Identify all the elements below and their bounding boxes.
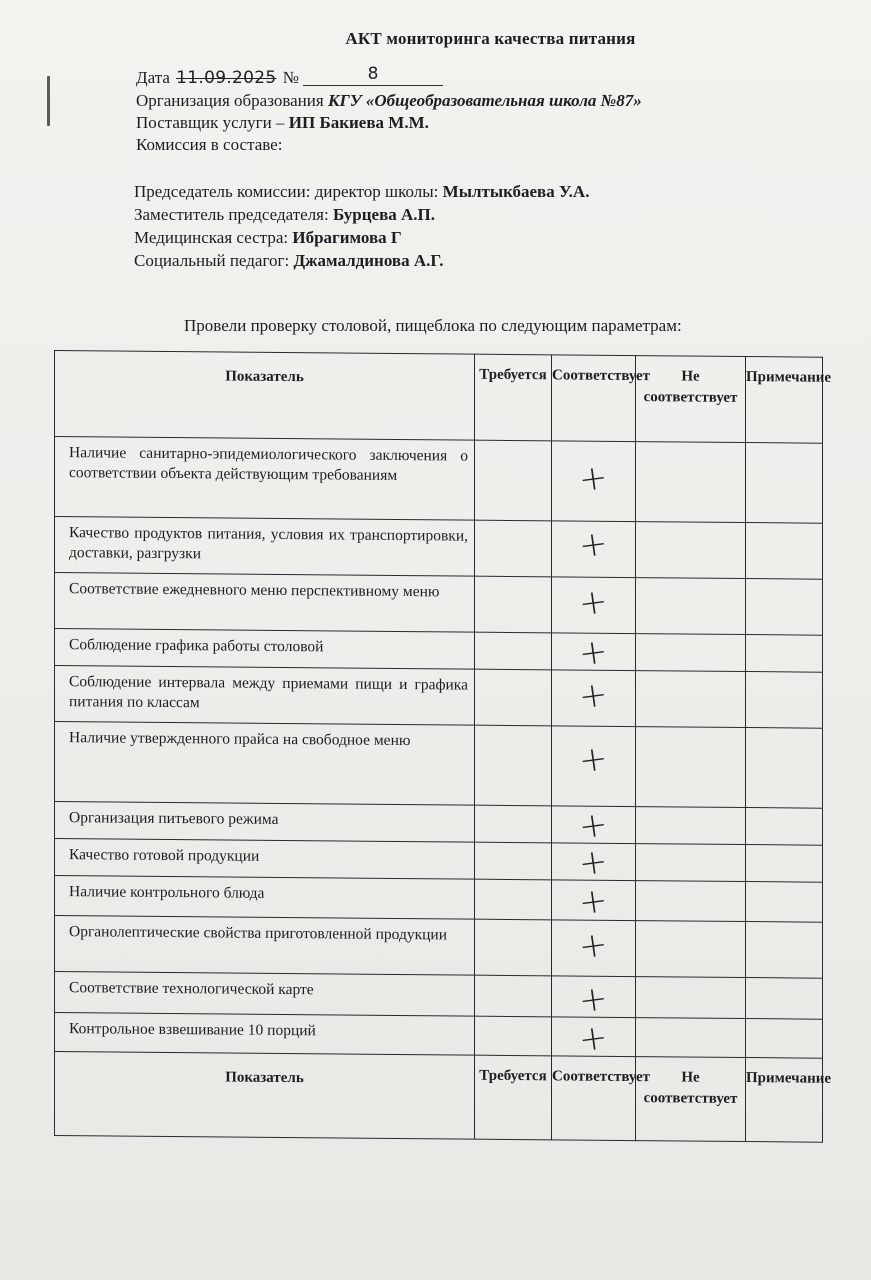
noncompliant-cell — [636, 671, 746, 728]
note-cell — [746, 922, 823, 979]
footer-header-indicator: Показатель — [55, 1052, 475, 1140]
noncompliant-cell — [636, 1018, 746, 1058]
indicator-cell: Качество готовой продукции — [55, 839, 475, 880]
table-row — [55, 573, 823, 636]
plus-mark: + — [576, 457, 611, 501]
member-name: Джамалдинова А.Г. — [293, 251, 444, 270]
header-compliant: Соответствует — [552, 355, 636, 442]
plus-mark: + — [576, 631, 611, 675]
table-row — [55, 1013, 823, 1059]
plus-mark: + — [576, 841, 611, 885]
compliant-cell — [552, 441, 636, 522]
header-indicator: Показатель — [55, 351, 475, 441]
member-role: Председатель комиссии: директор школы: — [134, 182, 443, 201]
plus-mark: + — [576, 880, 611, 924]
committee-list — [134, 180, 589, 272]
footer-header-note: Примечание — [746, 1058, 823, 1143]
document-title-text: АКТ мониторинга качества питания — [345, 29, 636, 48]
table-row — [55, 876, 823, 923]
date-label: Дата — [136, 68, 170, 87]
intro-text: Провели проверку столовой, пищеблока по следующим параметрам: — [184, 316, 682, 335]
supplier-label: Поставщик услуги – — [136, 113, 289, 132]
table-row — [55, 517, 823, 580]
noncompliant-cell — [636, 844, 746, 882]
compliant-cell — [552, 577, 636, 634]
org-label: Организация образования — [136, 91, 328, 110]
note-cell — [746, 1019, 823, 1059]
plus-mark: + — [576, 978, 611, 1022]
required-cell — [475, 632, 552, 670]
document-title — [0, 29, 871, 49]
table-row — [55, 972, 823, 1020]
plus-mark: + — [576, 804, 611, 848]
note-cell — [746, 882, 823, 923]
noncompliant-cell — [636, 727, 746, 808]
compliant-cell — [552, 726, 636, 807]
note-cell — [746, 728, 823, 809]
required-cell — [475, 879, 552, 920]
note-cell — [746, 808, 823, 846]
table-row — [55, 666, 823, 729]
header-note: Примечание — [746, 357, 823, 444]
required-cell — [475, 1016, 552, 1056]
note-cell — [746, 845, 823, 883]
indicator-cell: Организация питьевого режима — [55, 802, 475, 843]
committee-member — [134, 180, 589, 203]
footer-header-compliant: Соответствует — [552, 1056, 636, 1141]
noncompliant-cell — [636, 442, 746, 523]
note-cell — [746, 635, 823, 673]
required-cell — [475, 440, 552, 521]
supplier-value: ИП Бакиева М.М. — [288, 113, 429, 132]
table-row — [55, 437, 823, 524]
plus-mark: + — [576, 523, 611, 567]
plus-mark: + — [576, 581, 611, 625]
number-value: 8 — [303, 63, 443, 86]
compliant-cell — [552, 670, 636, 727]
document-header — [136, 64, 642, 156]
org-line — [136, 90, 642, 112]
indicator-cell: Органолептические свойства приготовленной продукции — [55, 916, 475, 976]
date-value: 11.09.2025 — [176, 68, 277, 88]
member-role: Заместитель председателя: — [134, 205, 333, 224]
indicator-cell: Качество продуктов питания, условия их транспортировки, доставки, разгрузки — [55, 517, 475, 577]
noncompliant-cell — [636, 578, 746, 635]
noncompliant-cell — [636, 977, 746, 1019]
commission-label: Комиссия в составе: — [136, 135, 283, 154]
indicator-cell: Контрольное взвешивание 10 порций — [55, 1013, 475, 1056]
member-name: Ибрагимова Г — [292, 228, 402, 247]
compliant-cell — [552, 804, 636, 848]
note-cell — [746, 443, 823, 524]
note-cell — [746, 523, 823, 580]
compliant-cell — [552, 976, 636, 1022]
number-label: № — [282, 68, 299, 87]
required-cell — [475, 669, 552, 726]
member-name: Мылтыкбаева У.А. — [442, 182, 590, 201]
date-line — [136, 64, 642, 90]
committee-member — [134, 249, 589, 272]
compliant-cell — [552, 920, 636, 977]
supplier-line — [136, 112, 642, 134]
org-value: КГУ «Общеобразовательная школа №87» — [327, 91, 642, 110]
noncompliant-cell — [636, 807, 746, 845]
noncompliant-cell — [636, 921, 746, 978]
compliant-cell — [552, 880, 636, 924]
required-cell — [475, 805, 552, 843]
inspection-table — [54, 350, 832, 1143]
committee-member — [134, 203, 589, 226]
required-cell — [475, 842, 552, 880]
table-footer-header-row — [55, 1052, 823, 1143]
plus-mark: + — [576, 1017, 611, 1061]
required-cell — [475, 725, 552, 806]
plus-mark: + — [576, 674, 611, 718]
header-required: Требуется — [475, 354, 552, 441]
compliant-cell — [552, 631, 636, 675]
member-name: Бурцева А.П. — [332, 205, 436, 224]
noncompliant-cell — [636, 522, 746, 579]
table-row — [55, 916, 823, 979]
member-role: Социальный педагог: — [134, 251, 294, 270]
compliant-cell — [552, 841, 636, 885]
note-cell — [746, 978, 823, 1020]
note-cell — [746, 579, 823, 636]
table-header-row — [55, 351, 823, 444]
noncompliant-cell — [636, 881, 746, 922]
required-cell — [475, 919, 552, 976]
noncompliant-cell — [636, 634, 746, 672]
indicator-cell: Наличие утвержденного прайса на свободное меню — [55, 722, 475, 806]
required-cell — [475, 975, 552, 1017]
indicator-cell: Соблюдение графика работы столовой — [55, 629, 475, 670]
table-row — [55, 722, 823, 809]
compliant-cell — [552, 1017, 636, 1061]
plus-mark: + — [576, 924, 611, 968]
required-cell — [475, 576, 552, 633]
plus-mark: + — [576, 738, 611, 782]
footer-header-noncompliant: Не соответствует — [636, 1057, 746, 1142]
note-cell — [746, 672, 823, 729]
member-role: Медицинская сестра: — [134, 228, 293, 247]
required-cell — [475, 520, 552, 577]
indicator-cell: Наличие контрольного блюда — [55, 876, 475, 920]
footer-header-required: Требуется — [475, 1055, 552, 1140]
indicator-cell: Соответствие ежедневного меню перспективному меню — [55, 573, 475, 633]
compliant-cell — [552, 521, 636, 578]
margin-pen-mark — [47, 76, 50, 126]
committee-member — [134, 226, 589, 249]
indicator-cell: Наличие санитарно-эпидемиологического заключения о соответствии объекта действующим требованиям — [55, 437, 475, 521]
indicator-cell: Соответствие технологической карте — [55, 972, 475, 1017]
indicator-cell: Соблюдение интервала между приемами пищи и графика питания по классам — [55, 666, 475, 726]
header-noncompliant: Не соответствует — [636, 356, 746, 443]
